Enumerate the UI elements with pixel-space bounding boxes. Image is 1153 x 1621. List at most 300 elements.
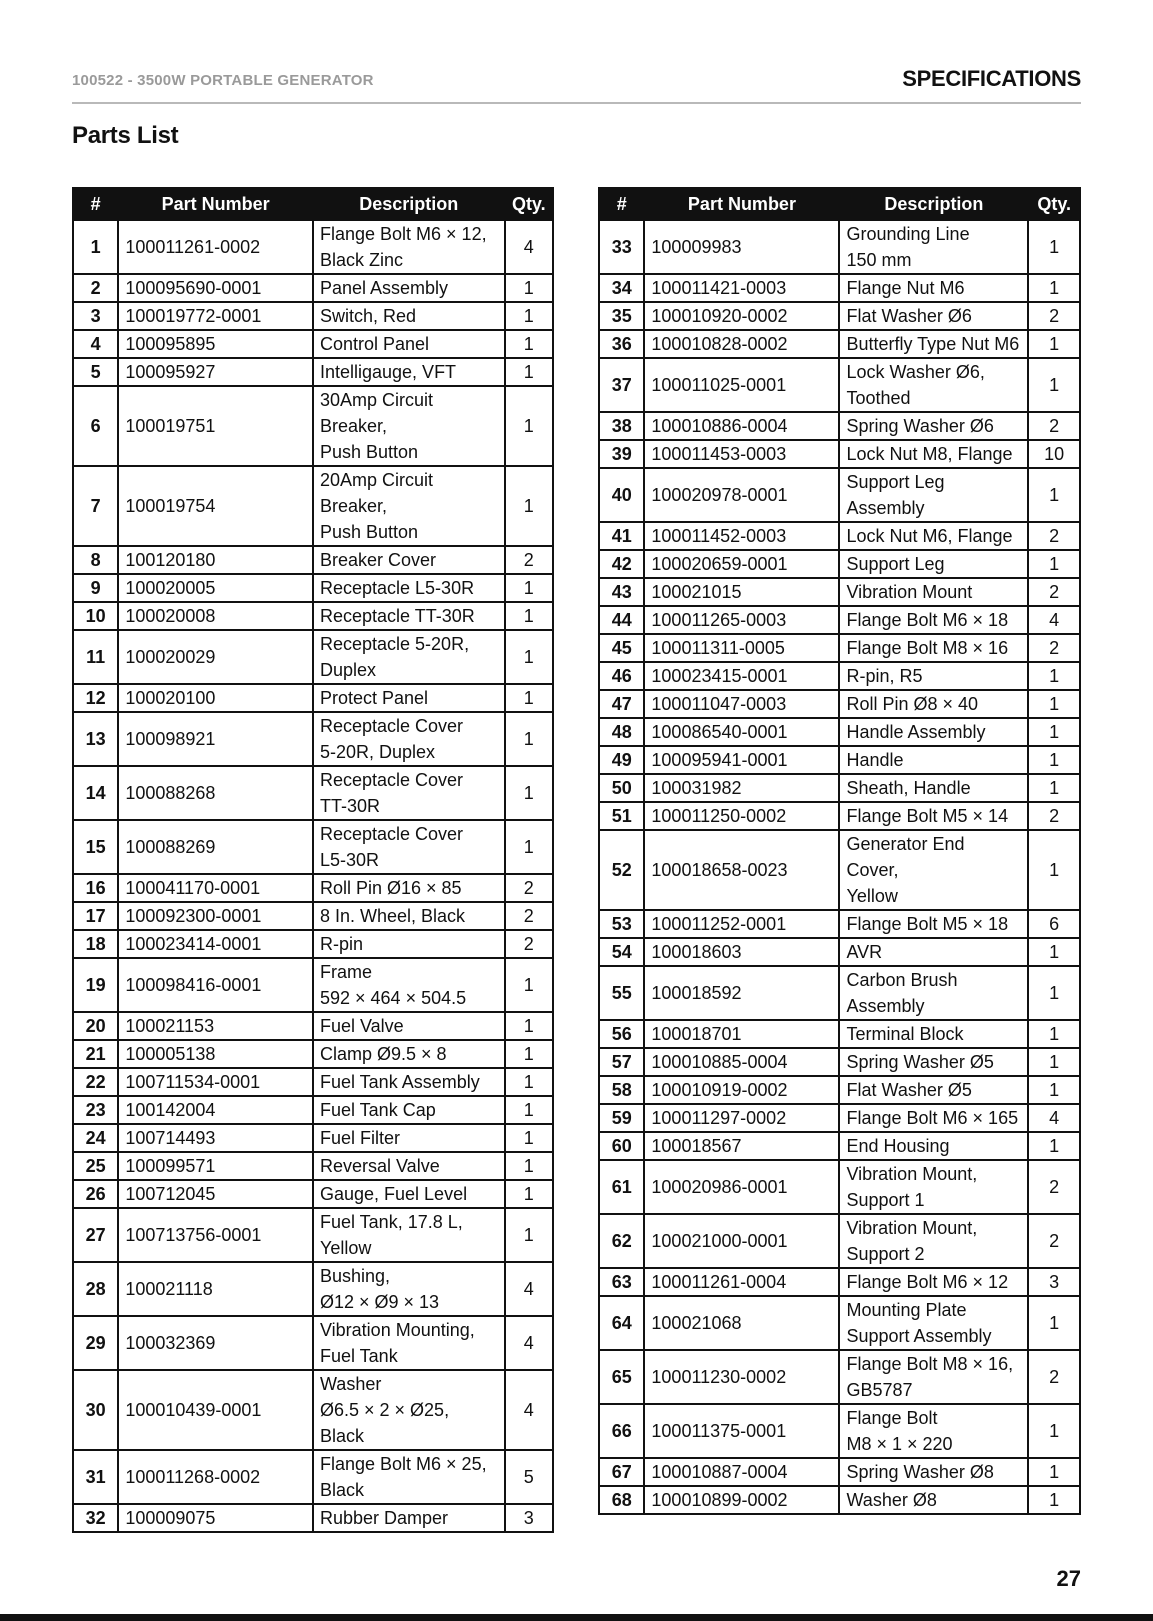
table-row <box>599 440 1080 468</box>
qty-cell: 2 <box>1028 802 1080 830</box>
table-row <box>73 358 553 386</box>
item-number: 29 <box>73 1316 118 1370</box>
qty-cell: 2 <box>505 546 553 574</box>
part-number-cell: 100018592 <box>644 966 839 1020</box>
qty-cell: 1 <box>1028 330 1080 358</box>
description-cell: Receptacle TT-30R <box>313 602 505 630</box>
part-number-cell: 100120180 <box>118 546 313 574</box>
description-cell: Washer Ø6.5 × 2 × Ø25, Black <box>313 1370 505 1450</box>
table-row <box>73 958 553 1012</box>
part-number-cell: 100020029 <box>118 630 313 684</box>
qty-cell: 4 <box>1028 606 1080 634</box>
item-number: 12 <box>73 684 118 712</box>
description-cell: Flange Bolt M6 × 25, Black <box>313 1450 505 1504</box>
description-cell: 30Amp Circuit Breaker, Push Button <box>313 386 505 466</box>
item-number: 35 <box>599 302 644 330</box>
column-header-part-number: Part Number <box>118 188 313 220</box>
table-row <box>73 1262 553 1316</box>
table-row <box>73 902 553 930</box>
table-row <box>599 1350 1080 1404</box>
part-number-cell: 100086540-0001 <box>644 718 839 746</box>
table-row <box>599 1160 1080 1214</box>
part-number-cell: 100011230-0002 <box>644 1350 839 1404</box>
qty-cell: 5 <box>505 1450 553 1504</box>
part-number-cell: 100031982 <box>644 774 839 802</box>
qty-cell: 2 <box>1028 578 1080 606</box>
qty-cell: 2 <box>1028 1214 1080 1268</box>
column-header-num: # <box>599 188 644 220</box>
part-number-cell: 100010887-0004 <box>644 1458 839 1486</box>
description-cell: Flat Washer Ø5 <box>839 1076 1028 1104</box>
part-number-cell: 100092300-0001 <box>118 902 313 930</box>
qty-cell: 2 <box>505 874 553 902</box>
part-number-cell: 100019754 <box>118 466 313 546</box>
item-number: 53 <box>599 910 644 938</box>
table-row <box>599 690 1080 718</box>
part-number-cell: 100011452-0003 <box>644 522 839 550</box>
table-row <box>599 746 1080 774</box>
part-number-cell: 100095895 <box>118 330 313 358</box>
item-number: 57 <box>599 1048 644 1076</box>
part-number-cell: 100041170-0001 <box>118 874 313 902</box>
item-number: 33 <box>599 220 644 274</box>
qty-cell: 1 <box>505 1152 553 1180</box>
qty-cell: 3 <box>1028 1268 1080 1296</box>
description-cell: Vibration Mount, Support 1 <box>839 1160 1028 1214</box>
qty-cell: 1 <box>1028 1020 1080 1048</box>
qty-cell: 2 <box>505 930 553 958</box>
part-number-cell: 100088269 <box>118 820 313 874</box>
qty-cell: 1 <box>505 358 553 386</box>
table-row <box>73 274 553 302</box>
table-row <box>599 1458 1080 1486</box>
table-row <box>599 718 1080 746</box>
description-cell: Fuel Tank, 17.8 L, Yellow <box>313 1208 505 1262</box>
qty-cell: 1 <box>1028 468 1080 522</box>
table-row <box>599 634 1080 662</box>
item-number: 16 <box>73 874 118 902</box>
table-row <box>73 684 553 712</box>
description-cell: Receptacle Cover TT-30R <box>313 766 505 820</box>
item-number: 49 <box>599 746 644 774</box>
table-row <box>599 1486 1080 1514</box>
part-number-cell: 100011252-0001 <box>644 910 839 938</box>
part-number-cell: 100018701 <box>644 1020 839 1048</box>
part-number-cell: 100021068 <box>644 1296 839 1350</box>
part-number-cell: 100020659-0001 <box>644 550 839 578</box>
table-row <box>599 358 1080 412</box>
part-number-cell: 100098921 <box>118 712 313 766</box>
part-number-cell: 100021015 <box>644 578 839 606</box>
description-cell: Fuel Valve <box>313 1012 505 1040</box>
description-cell: Flange Bolt M6 × 12 <box>839 1268 1028 1296</box>
table-row <box>599 1076 1080 1104</box>
description-cell: Lock Nut M6, Flange <box>839 522 1028 550</box>
part-number-cell: 100005138 <box>118 1040 313 1068</box>
table-row <box>73 874 553 902</box>
description-cell: Handle <box>839 746 1028 774</box>
qty-cell: 1 <box>505 684 553 712</box>
part-number-cell: 100011453-0003 <box>644 440 839 468</box>
qty-cell: 1 <box>505 820 553 874</box>
item-number: 10 <box>73 602 118 630</box>
table-row <box>599 578 1080 606</box>
part-number-cell: 100712045 <box>118 1180 313 1208</box>
qty-cell: 1 <box>505 1208 553 1262</box>
item-number: 48 <box>599 718 644 746</box>
table-row <box>73 930 553 958</box>
description-cell: Handle Assembly <box>839 718 1028 746</box>
document-id: 100522 - 3500W PORTABLE GENERATOR <box>72 72 374 89</box>
qty-cell: 3 <box>505 1504 553 1532</box>
item-number: 59 <box>599 1104 644 1132</box>
description-cell: Fuel Filter <box>313 1124 505 1152</box>
table-row <box>73 546 553 574</box>
item-number: 25 <box>73 1152 118 1180</box>
item-number: 51 <box>599 802 644 830</box>
qty-cell: 1 <box>1028 718 1080 746</box>
description-cell: AVR <box>839 938 1028 966</box>
column-header-num: # <box>73 188 118 220</box>
table-row <box>73 386 553 466</box>
table-row <box>73 766 553 820</box>
item-number: 31 <box>73 1450 118 1504</box>
item-number: 22 <box>73 1068 118 1096</box>
qty-cell: 1 <box>505 712 553 766</box>
description-cell: Flange Nut M6 <box>839 274 1028 302</box>
description-cell: Carbon Brush Assembly <box>839 966 1028 1020</box>
description-cell: Flange Bolt M8 × 1 × 220 <box>839 1404 1028 1458</box>
item-number: 44 <box>599 606 644 634</box>
table-row <box>599 1214 1080 1268</box>
item-number: 38 <box>599 412 644 440</box>
description-cell: R-pin <box>313 930 505 958</box>
part-number-cell: 100095927 <box>118 358 313 386</box>
item-number: 4 <box>73 330 118 358</box>
item-number: 5 <box>73 358 118 386</box>
qty-cell: 1 <box>1028 1404 1080 1458</box>
part-number-cell: 100009075 <box>118 1504 313 1532</box>
description-cell: Support Leg <box>839 550 1028 578</box>
part-number-cell: 100010899-0002 <box>644 1486 839 1514</box>
qty-cell: 2 <box>1028 634 1080 662</box>
item-number: 13 <box>73 712 118 766</box>
qty-cell: 1 <box>505 330 553 358</box>
part-number-cell: 100142004 <box>118 1096 313 1124</box>
description-cell: Terminal Block <box>839 1020 1028 1048</box>
table-row <box>73 1450 553 1504</box>
qty-cell: 4 <box>1028 1104 1080 1132</box>
table-row <box>599 1048 1080 1076</box>
table-row <box>73 1012 553 1040</box>
part-number-cell: 100018567 <box>644 1132 839 1160</box>
column-header-description: Description <box>313 188 505 220</box>
qty-cell: 1 <box>1028 1048 1080 1076</box>
description-cell: Receptacle Cover 5-20R, Duplex <box>313 712 505 766</box>
part-number-cell: 100095941-0001 <box>644 746 839 774</box>
part-number-cell: 100018658-0023 <box>644 830 839 910</box>
description-cell: Receptacle L5-30R <box>313 574 505 602</box>
item-number: 67 <box>599 1458 644 1486</box>
description-cell: Flange Bolt M6 × 165 <box>839 1104 1028 1132</box>
table-row <box>599 1020 1080 1048</box>
description-cell: Vibration Mount <box>839 578 1028 606</box>
part-number-cell: 100711534-0001 <box>118 1068 313 1096</box>
qty-cell: 6 <box>1028 910 1080 938</box>
description-cell: Sheath, Handle <box>839 774 1028 802</box>
table-row <box>73 1180 553 1208</box>
description-cell: Spring Washer Ø5 <box>839 1048 1028 1076</box>
qty-cell: 1 <box>1028 830 1080 910</box>
item-number: 18 <box>73 930 118 958</box>
table-row <box>73 1504 553 1532</box>
qty-cell: 1 <box>505 958 553 1012</box>
table-row <box>599 1104 1080 1132</box>
part-number-cell: 100020008 <box>118 602 313 630</box>
part-number-cell: 100023414-0001 <box>118 930 313 958</box>
part-number-cell: 100011025-0001 <box>644 358 839 412</box>
item-number: 55 <box>599 966 644 1020</box>
table-row <box>599 302 1080 330</box>
part-number-cell: 100021153 <box>118 1012 313 1040</box>
table-row <box>599 412 1080 440</box>
part-number-cell: 100010920-0002 <box>644 302 839 330</box>
description-cell: Grounding Line 150 mm <box>839 220 1028 274</box>
part-number-cell: 100023415-0001 <box>644 662 839 690</box>
table-row <box>73 1096 553 1124</box>
qty-cell: 1 <box>505 1180 553 1208</box>
part-number-cell: 100010886-0004 <box>644 412 839 440</box>
qty-cell: 1 <box>1028 1296 1080 1350</box>
item-number: 58 <box>599 1076 644 1104</box>
description-cell: Spring Washer Ø6 <box>839 412 1028 440</box>
table-row <box>599 606 1080 634</box>
part-number-cell: 100010885-0004 <box>644 1048 839 1076</box>
part-number-cell: 100011261-0004 <box>644 1268 839 1296</box>
section-title: SPECIFICATIONS <box>902 66 1081 91</box>
qty-cell: 2 <box>1028 302 1080 330</box>
qty-cell: 1 <box>1028 358 1080 412</box>
part-number-cell: 100010439-0001 <box>118 1370 313 1450</box>
description-cell: Flange Bolt M6 × 12, Black Zinc <box>313 220 505 274</box>
item-number: 8 <box>73 546 118 574</box>
table-row <box>599 1132 1080 1160</box>
description-cell: Switch, Red <box>313 302 505 330</box>
item-number: 9 <box>73 574 118 602</box>
qty-cell: 1 <box>1028 220 1080 274</box>
part-number-cell: 100009983 <box>644 220 839 274</box>
qty-cell: 1 <box>1028 938 1080 966</box>
table-row <box>599 330 1080 358</box>
part-number-cell: 100018603 <box>644 938 839 966</box>
item-number: 15 <box>73 820 118 874</box>
parts-table-left <box>72 187 554 1533</box>
description-cell: Vibration Mount, Support 2 <box>839 1214 1028 1268</box>
description-cell: Mounting Plate Support Assembly <box>839 1296 1028 1350</box>
description-cell: Butterfly Type Nut M6 <box>839 330 1028 358</box>
qty-cell: 1 <box>505 766 553 820</box>
description-cell: 20Amp Circuit Breaker, Push Button <box>313 466 505 546</box>
item-number: 41 <box>599 522 644 550</box>
table-row <box>599 662 1080 690</box>
part-number-cell: 100019751 <box>118 386 313 466</box>
item-number: 68 <box>599 1486 644 1514</box>
description-cell: Flange Bolt M5 × 14 <box>839 802 1028 830</box>
part-number-cell: 100021000-0001 <box>644 1214 839 1268</box>
column-header-qty: Qty. <box>1028 188 1080 220</box>
table-row <box>73 630 553 684</box>
qty-cell: 1 <box>1028 774 1080 802</box>
table-row <box>599 1268 1080 1296</box>
item-number: 2 <box>73 274 118 302</box>
part-number-cell: 100011421-0003 <box>644 274 839 302</box>
item-number: 54 <box>599 938 644 966</box>
description-cell: Frame 592 × 464 × 504.5 <box>313 958 505 1012</box>
description-cell: Flange Bolt M8 × 16 <box>839 634 1028 662</box>
part-number-cell: 100099571 <box>118 1152 313 1180</box>
item-number: 26 <box>73 1180 118 1208</box>
description-cell: Roll Pin Ø8 × 40 <box>839 690 1028 718</box>
part-number-cell: 100020986-0001 <box>644 1160 839 1214</box>
table-row <box>599 274 1080 302</box>
qty-cell: 1 <box>505 386 553 466</box>
item-number: 65 <box>599 1350 644 1404</box>
qty-cell: 1 <box>1028 1076 1080 1104</box>
item-number: 36 <box>599 330 644 358</box>
qty-cell: 1 <box>505 1040 553 1068</box>
qty-cell: 1 <box>1028 662 1080 690</box>
part-number-cell: 100019772-0001 <box>118 302 313 330</box>
description-cell: Vibration Mounting, Fuel Tank <box>313 1316 505 1370</box>
qty-cell: 1 <box>505 466 553 546</box>
part-number-cell: 100020100 <box>118 684 313 712</box>
qty-cell: 4 <box>505 220 553 274</box>
item-number: 47 <box>599 690 644 718</box>
qty-cell: 1 <box>505 602 553 630</box>
qty-cell: 1 <box>505 302 553 330</box>
qty-cell: 1 <box>505 1012 553 1040</box>
description-cell: Support Leg Assembly <box>839 468 1028 522</box>
item-number: 39 <box>599 440 644 468</box>
table-row <box>73 466 553 546</box>
qty-cell: 1 <box>1028 1458 1080 1486</box>
description-cell: Roll Pin Ø16 × 85 <box>313 874 505 902</box>
qty-cell: 1 <box>1028 746 1080 774</box>
footer-rule <box>0 1614 1153 1621</box>
description-cell: Protect Panel <box>313 684 505 712</box>
qty-cell: 2 <box>505 902 553 930</box>
qty-cell: 1 <box>505 1096 553 1124</box>
qty-cell: 1 <box>1028 1132 1080 1160</box>
qty-cell: 1 <box>1028 966 1080 1020</box>
item-number: 1 <box>73 220 118 274</box>
item-number: 43 <box>599 578 644 606</box>
description-cell: Bushing, Ø12 × Ø9 × 13 <box>313 1262 505 1316</box>
part-number-cell: 100011250-0002 <box>644 802 839 830</box>
table-row <box>599 1296 1080 1350</box>
item-number: 7 <box>73 466 118 546</box>
item-number: 45 <box>599 634 644 662</box>
table-row <box>73 1040 553 1068</box>
table-row <box>73 712 553 766</box>
part-number-cell: 100010919-0002 <box>644 1076 839 1104</box>
item-number: 17 <box>73 902 118 930</box>
parts-table-right <box>598 187 1081 1515</box>
description-cell: Generator End Cover, Yellow <box>839 830 1028 910</box>
description-cell: Rubber Damper <box>313 1504 505 1532</box>
table-row <box>599 468 1080 522</box>
part-number-cell: 100088268 <box>118 766 313 820</box>
item-number: 32 <box>73 1504 118 1532</box>
description-cell: Receptacle Cover L5-30R <box>313 820 505 874</box>
description-cell: Lock Washer Ø6, Toothed <box>839 358 1028 412</box>
table-row <box>73 574 553 602</box>
table-row <box>73 820 553 874</box>
table-row <box>73 1370 553 1450</box>
part-number-cell: 100095690-0001 <box>118 274 313 302</box>
part-number-cell: 100032369 <box>118 1316 313 1370</box>
qty-cell: 1 <box>1028 690 1080 718</box>
description-cell: Control Panel <box>313 330 505 358</box>
table-header-row <box>73 188 553 220</box>
item-number: 63 <box>599 1268 644 1296</box>
description-cell: Fuel Tank Cap <box>313 1096 505 1124</box>
item-number: 61 <box>599 1160 644 1214</box>
item-number: 24 <box>73 1124 118 1152</box>
table-row <box>599 774 1080 802</box>
part-number-cell: 100011268-0002 <box>118 1450 313 1504</box>
description-cell: Reversal Valve <box>313 1152 505 1180</box>
qty-cell: 1 <box>1028 274 1080 302</box>
qty-cell: 2 <box>1028 412 1080 440</box>
description-cell: Clamp Ø9.5 × 8 <box>313 1040 505 1068</box>
item-number: 62 <box>599 1214 644 1268</box>
item-number: 56 <box>599 1020 644 1048</box>
description-cell: Fuel Tank Assembly <box>313 1068 505 1096</box>
table-row <box>73 1208 553 1262</box>
description-cell: Flange Bolt M8 × 16, GB5787 <box>839 1350 1028 1404</box>
item-number: 27 <box>73 1208 118 1262</box>
table-row <box>599 802 1080 830</box>
description-cell: Breaker Cover <box>313 546 505 574</box>
part-number-cell: 100011311-0005 <box>644 634 839 662</box>
qty-cell: 2 <box>1028 522 1080 550</box>
item-number: 52 <box>599 830 644 910</box>
item-number: 14 <box>73 766 118 820</box>
description-cell: Flange Bolt M5 × 18 <box>839 910 1028 938</box>
table-row <box>73 1068 553 1096</box>
page-header <box>72 66 1081 104</box>
table-row <box>599 522 1080 550</box>
item-number: 46 <box>599 662 644 690</box>
description-cell: End Housing <box>839 1132 1028 1160</box>
table-row <box>73 602 553 630</box>
part-number-cell: 100011047-0003 <box>644 690 839 718</box>
item-number: 6 <box>73 386 118 466</box>
item-number: 21 <box>73 1040 118 1068</box>
description-cell: Flange Bolt M6 × 18 <box>839 606 1028 634</box>
qty-cell: 4 <box>505 1316 553 1370</box>
table-row <box>73 330 553 358</box>
column-header-part-number: Part Number <box>644 188 839 220</box>
table-row <box>599 966 1080 1020</box>
qty-cell: 1 <box>1028 1486 1080 1514</box>
qty-cell: 1 <box>505 630 553 684</box>
part-number-cell: 100020005 <box>118 574 313 602</box>
item-number: 37 <box>599 358 644 412</box>
description-cell: Gauge, Fuel Level <box>313 1180 505 1208</box>
page-number: 27 <box>1056 1566 1081 1591</box>
